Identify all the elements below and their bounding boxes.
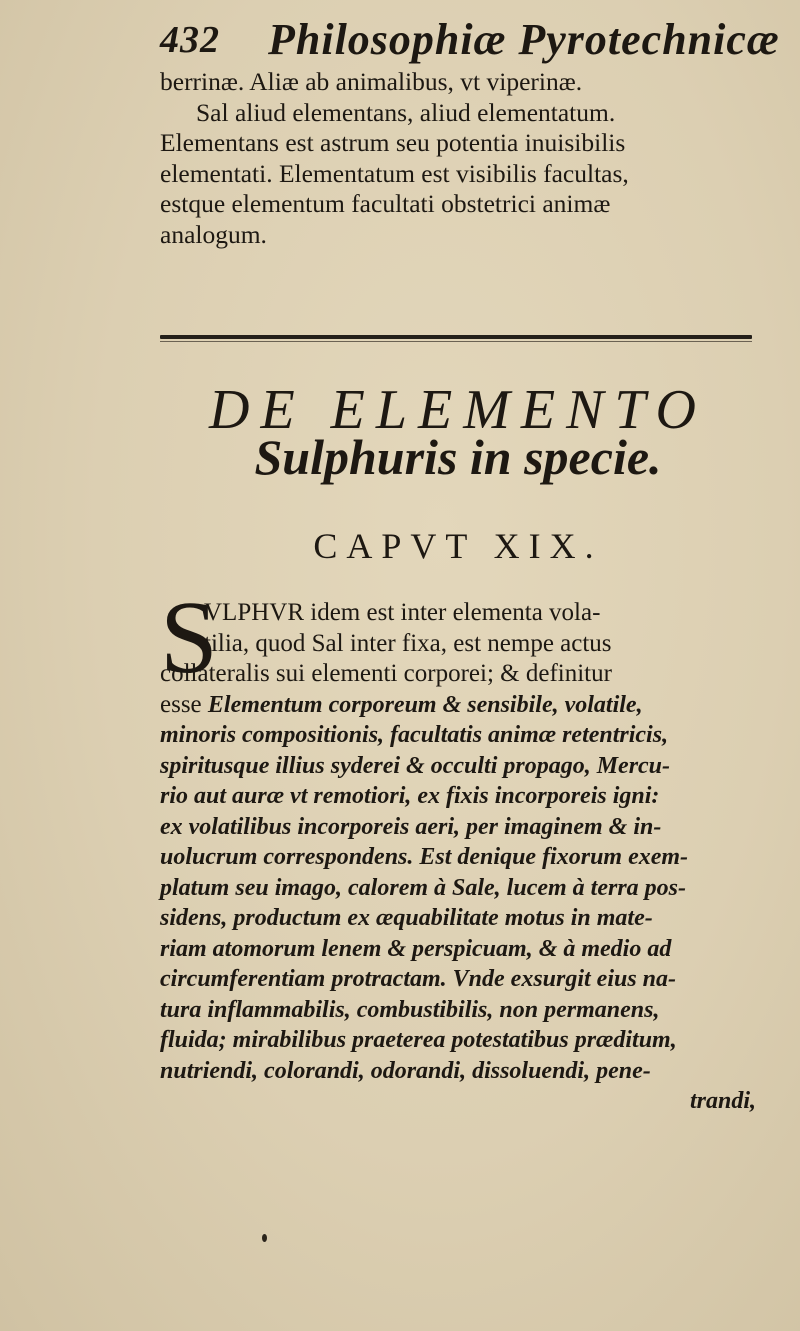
text-line: uolucrum correspondens. Est denique fixorum exem-: [160, 844, 689, 870]
text-line: spiritusque illius syderei & occulti propago, Mercu-: [160, 752, 671, 779]
text-line: platum seu imago, calorem à Sale, lucem à terra pos-: [160, 874, 686, 901]
text-line: berrinæ. Aliæ ab animalibus, vt viperinæ.: [160, 67, 583, 96]
text-line: Elementans est astrum seu potentia inuisibilis: [160, 128, 626, 157]
text-line: circumferentiam protractam. Vnde exsurgit eius na-: [160, 966, 677, 992]
section-divider: [160, 335, 752, 339]
paragraph-sulphur: [160, 598, 756, 1117]
text-italic: Elementum corporeum & sensibile, volatile,: [207, 691, 643, 718]
text-line: fluida; mirabilibus praeterea potestatibus præditum,: [160, 1027, 677, 1053]
text-line: analogum.: [160, 219, 267, 249]
text-roman: esse: [160, 690, 208, 718]
chapter-subtitle: Sulphuris in specie.: [254, 429, 662, 485]
text-line: elementati. Elementatum est visibilis facultas,: [160, 158, 629, 188]
text-line: VLPHVR idem est inter elementa vola-: [204, 599, 601, 626]
text-line: minoris compositionis, facultatis animæ retentricis,: [160, 722, 669, 748]
chapter-number: CAPVT XIX.: [313, 526, 603, 566]
paragraph-salt: [160, 67, 756, 250]
text-line: sidens, productum ex æquabilitate motus in mate-: [160, 905, 653, 931]
text-line: tilia, quod Sal inter fixa, est nempe actus: [204, 629, 612, 657]
text-line: trandi,: [689, 1088, 756, 1114]
page-number: 432: [160, 19, 220, 61]
text-line: rio aut auræ vt remotiori, ex fixis incorporeis igni:: [160, 783, 660, 809]
text-line: collateralis sui elementi corporei; & definitur: [160, 660, 612, 687]
text-line: ex volatilibus incorporeis aeri, per imaginem & in-: [160, 813, 662, 840]
chapter-title: DE ELEMENTO: [209, 379, 707, 441]
text-line: nutriendi, colorandi, odorandi, dissoluendi, pene-: [160, 1057, 651, 1084]
section-divider-thin: [160, 341, 752, 342]
text-line: tura inflammabilis, combustibilis, non permanens,: [160, 996, 660, 1023]
ink-speck: [262, 1234, 267, 1242]
text-line: [160, 690, 756, 721]
text-line: estque elementum facultati obstetrici animæ: [160, 189, 611, 218]
text-line: riam atomorum lenem & perspicuam, & à medio ad: [160, 935, 672, 962]
text-line: Sal aliud elementans, aliud elementatum.: [196, 97, 616, 127]
page-header: [160, 14, 780, 72]
running-head: Philosophiæ Pyrotechnicæ: [268, 15, 780, 64]
drop-cap: S: [160, 580, 218, 695]
